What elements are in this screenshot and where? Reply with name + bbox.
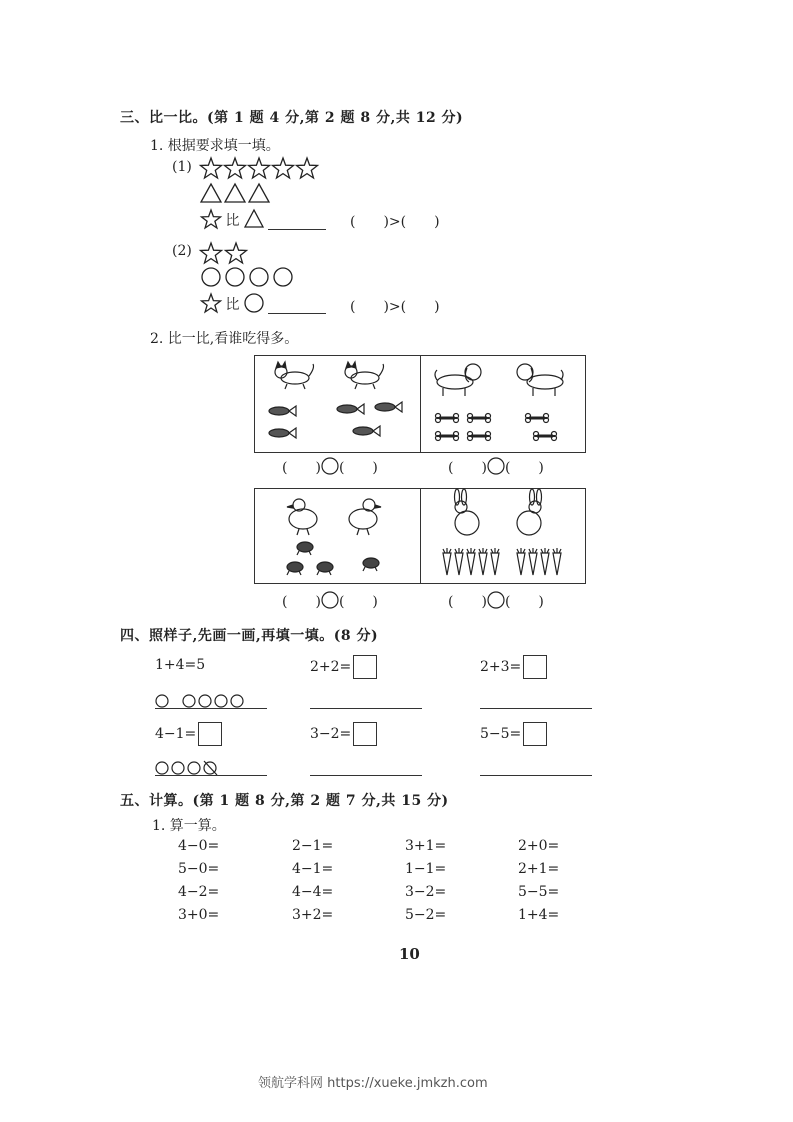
equation-2-plus-3: 2+3=	[480, 655, 547, 679]
triangle-icon	[249, 184, 269, 202]
dog-icon	[517, 364, 563, 396]
compare-line-2	[201, 293, 326, 314]
panel-chicks-rabbits	[254, 488, 586, 584]
triangle-icon	[201, 184, 221, 202]
compare-row-b-right[interactable]: ( ) ( )	[448, 591, 544, 611]
compare-row-b-left[interactable]: ( ) ( )	[282, 591, 378, 611]
carrot-icon	[443, 548, 451, 575]
equation-4-minus-1: 4−1=	[155, 722, 222, 746]
cat-icon	[345, 362, 384, 389]
circle-icon	[202, 268, 220, 286]
calc-item[interactable]: 3+1=	[405, 838, 447, 854]
draw-line	[155, 708, 267, 709]
calc-item[interactable]: 3+0=	[178, 907, 220, 923]
dog-icon	[435, 364, 481, 396]
fish-icon	[269, 428, 296, 438]
calc-item[interactable]: 5−5=	[518, 884, 560, 900]
circle-icon	[244, 293, 264, 313]
star-icon	[273, 158, 294, 178]
answer-blank-1[interactable]	[268, 215, 326, 230]
calc-item[interactable]: 2+1=	[518, 861, 560, 877]
compare-circle-icon[interactable]	[321, 591, 339, 609]
question-1-title: 1. 根据要求填一填。	[150, 138, 280, 154]
page-number: 10	[399, 945, 420, 963]
answer-box[interactable]	[353, 655, 377, 679]
equation-2-plus-2: 2+2=	[310, 655, 377, 679]
bug-icon	[317, 562, 333, 575]
draw-line[interactable]	[310, 775, 422, 776]
compare-word: 比	[225, 213, 240, 229]
calc-item[interactable]: 4−1=	[292, 861, 334, 877]
fish-icon	[269, 406, 296, 416]
bone-icon	[526, 414, 549, 423]
star-icon	[249, 158, 270, 178]
bone-icon	[534, 432, 557, 441]
calc-item[interactable]: 3+2=	[292, 907, 334, 923]
carrot-icon	[491, 548, 499, 575]
calc-item[interactable]: 4−2=	[178, 884, 220, 900]
section-3-heading: 三、比一比。(第 1 题 4 分,第 2 题 8 分,共 12 分)	[120, 110, 464, 126]
circle-icon	[250, 268, 268, 286]
draw-line[interactable]	[480, 708, 592, 709]
calc-item[interactable]: 3−2=	[405, 884, 447, 900]
star-icon	[201, 243, 222, 263]
compare-row-a-right[interactable]: ( ) ( )	[448, 457, 544, 477]
section-4-heading: 四、照样子,先画一画,再填一填。(8 分)	[120, 628, 379, 644]
triangles-row	[201, 183, 276, 205]
star-icon	[201, 209, 221, 229]
carrot-icon	[455, 548, 463, 575]
sample-circles-2	[155, 760, 245, 776]
footer-watermark[interactable]: 领航学科网 https://xueke.jmkzh.com	[258, 1076, 488, 1091]
triangle-icon	[244, 209, 264, 229]
cat-icon	[275, 362, 314, 389]
fish-icon	[353, 426, 380, 436]
calc-item[interactable]: 2+0=	[518, 838, 560, 854]
draw-line[interactable]	[310, 708, 422, 709]
carrot-icon	[467, 548, 475, 575]
draw-line[interactable]	[480, 775, 592, 776]
chick-icon	[287, 499, 317, 535]
answer-blank-2[interactable]	[268, 299, 326, 314]
answer-compare-2[interactable]: ( )>( )	[350, 299, 440, 315]
chick-icon	[349, 499, 381, 535]
calc-item[interactable]: 1−1=	[405, 861, 447, 877]
carrot-icon	[529, 548, 537, 575]
stars-row-2	[200, 242, 252, 266]
draw-line	[155, 775, 267, 776]
answer-box[interactable]	[353, 722, 377, 746]
bug-icon	[363, 558, 379, 571]
answer-box[interactable]	[523, 655, 547, 679]
star-icon	[201, 293, 221, 313]
calc-item[interactable]: 5−0=	[178, 861, 220, 877]
compare-line-1	[201, 209, 326, 230]
bone-icon	[436, 414, 459, 423]
bug-icon	[297, 542, 313, 555]
sample-circles-1	[155, 693, 255, 709]
triangle-icon	[225, 184, 245, 202]
rabbit-icon	[455, 489, 480, 535]
equation-3-minus-2: 3−2=	[310, 722, 377, 746]
fish-icon	[375, 402, 402, 412]
calc-item[interactable]: 4−0=	[178, 838, 220, 854]
carrot-icon	[517, 548, 525, 575]
equation-5-minus-5: 5−5=	[480, 722, 547, 746]
compare-circle-icon[interactable]	[321, 457, 339, 475]
star-icon	[297, 158, 318, 178]
question-2-title: 2. 比一比,看谁吃得多。	[150, 331, 299, 347]
answer-box[interactable]	[523, 722, 547, 746]
rabbit-icon	[517, 489, 542, 535]
calc-item[interactable]: 1+4=	[518, 907, 560, 923]
compare-circle-icon[interactable]	[487, 457, 505, 475]
star-icon	[201, 158, 222, 178]
part-2-label: (2)	[172, 243, 192, 259]
star-icon	[226, 243, 247, 263]
carrot-icon	[479, 548, 487, 575]
calc-item[interactable]: 2−1=	[292, 838, 334, 854]
carrot-icon	[553, 548, 561, 575]
compare-word: 比	[225, 297, 240, 313]
answer-box[interactable]	[198, 722, 222, 746]
bone-icon	[468, 414, 491, 423]
star-icon	[225, 158, 246, 178]
part-1-label: (1)	[172, 159, 192, 175]
bug-icon	[287, 562, 303, 575]
calc-item[interactable]: 4−4=	[292, 884, 334, 900]
circles-row	[201, 266, 301, 288]
fish-icon	[337, 404, 364, 414]
bone-icon	[468, 432, 491, 441]
circle-icon	[274, 268, 292, 286]
section-5-heading: 五、计算。(第 1 题 8 分,第 2 题 7 分,共 15 分)	[120, 793, 449, 809]
compare-row-a-left[interactable]: ( ) ( )	[282, 457, 378, 477]
circle-icon	[226, 268, 244, 286]
compare-circle-icon[interactable]	[487, 591, 505, 609]
carrot-icon	[541, 548, 549, 575]
stars-row-1	[200, 157, 325, 181]
section-5-q1-title: 1. 算一算。	[152, 818, 226, 834]
answer-compare-1[interactable]: ( )>( )	[350, 214, 440, 230]
calc-item[interactable]: 5−2=	[405, 907, 447, 923]
panel-cats-dogs	[254, 355, 586, 453]
bone-icon	[436, 432, 459, 441]
sample-equation-1: 1+4=5	[155, 657, 206, 673]
